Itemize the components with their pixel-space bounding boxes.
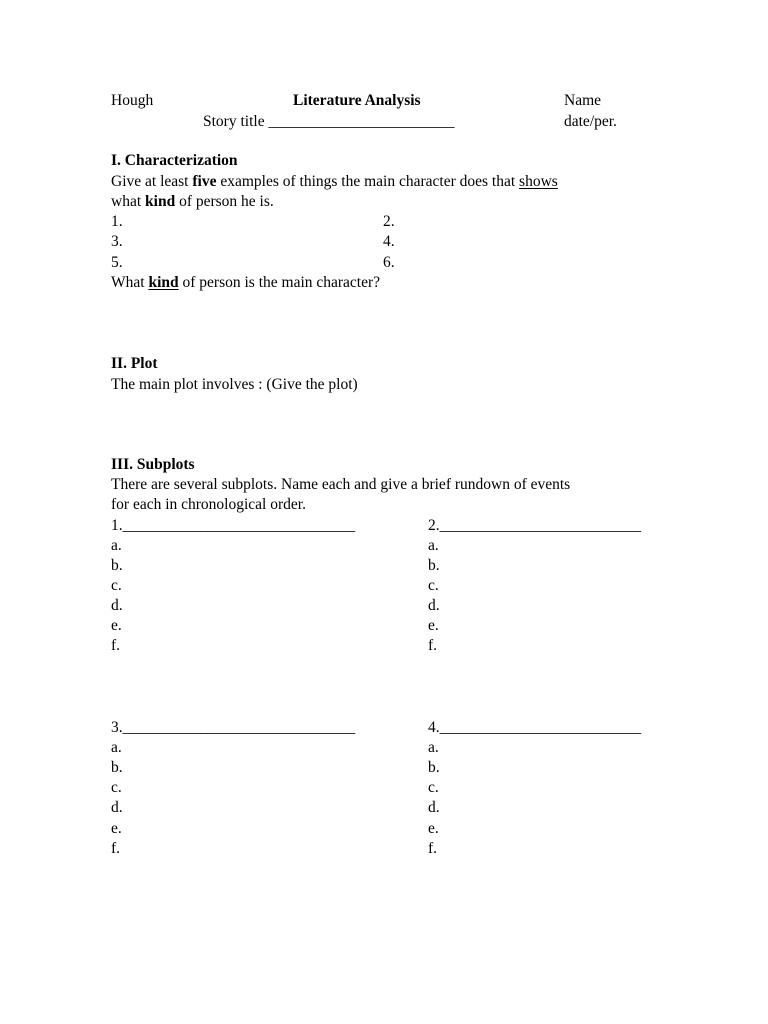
subplot-3-item-c: c. [111,779,122,796]
subplot-4-blank: 4.__________________________ [428,719,642,736]
subplot-4-item-a: a. [428,739,439,756]
subplot-3-item-e: e. [111,820,122,837]
example-number-1: 1. [111,213,123,230]
subplot-1-item-b: b. [111,557,123,574]
subplot-4-item-e: e. [428,820,439,837]
subplot-1-item-e: e. [111,617,122,634]
subplot-3-item-f: f. [111,840,121,857]
instr2-text-post: of person he is. [175,193,274,210]
subplot-1-blank: 1.______________________________ [111,517,356,534]
characterization-instruction-line2 [111,192,274,212]
name-label: Name [564,92,602,109]
subplot-4-item-c: c. [428,779,439,796]
instr-shows-underlined: shows [519,173,558,190]
question-text-post: of person is the main character? [178,274,381,291]
example-number-4: 4. [383,233,395,250]
subplot-1-item-a: a. [111,537,122,554]
example-number-3: 3. [111,233,123,250]
subplot-1-item-f: f. [111,637,121,654]
subplot-1-item-d: d. [111,597,123,614]
example-number-5: 5. [111,254,123,271]
worksheet-title: Literature Analysis [293,92,421,109]
subplot-3-item-a: a. [111,739,122,756]
subplot-2-item-a: a. [428,537,439,554]
question-text-pre: What [111,274,149,291]
subplot-4-item-f: f. [428,840,438,857]
subplot-2-blank: 2.__________________________ [428,517,642,534]
subplots-instruction-line1: There are several subplots. Name each and give a brief rundown of events [111,476,571,493]
instr-text-mid: examples of things the main character does that [216,173,520,190]
subplot-2-item-c: c. [428,577,439,594]
story-title-label: Story title ________________________ [203,113,455,130]
subplot-3-blank: 3.______________________________ [111,719,356,736]
subplot-2-item-f: f. [428,637,438,654]
instr2-text-pre: what [111,193,146,210]
subplot-3-item-d: d. [111,799,123,816]
subplot-2-item-b: b. [428,557,440,574]
subplots-instruction-line2: for each in chronological order. [111,496,306,513]
subplot-3-item-b: b. [111,759,123,776]
subplot-4-item-b: b. [428,759,440,776]
section-subplots-heading: III. Subplots [111,456,195,473]
example-number-2: 2. [383,213,395,230]
instr-five-emphasis: five [192,173,217,190]
character-kind-question [111,273,380,293]
instr-text-pre: Give at least [111,173,193,190]
subplot-4-item-d: d. [428,799,440,816]
subplot-2-item-e: e. [428,617,439,634]
section-characterization-heading: I. Characterization [111,152,238,169]
instr2-kind-emphasis: kind [145,193,176,210]
example-number-6: 6. [383,254,395,271]
subplot-1-item-c: c. [111,577,122,594]
subplot-2-item-d: d. [428,597,440,614]
plot-prompt: The main plot involves : (Give the plot) [111,376,358,393]
date-period-label: date/per. [564,113,617,130]
teacher-name: Hough [111,92,154,109]
question-kind-emphasis: kind [148,274,179,291]
characterization-instruction-line1 [111,172,558,192]
section-plot-heading: II. Plot [111,355,158,372]
